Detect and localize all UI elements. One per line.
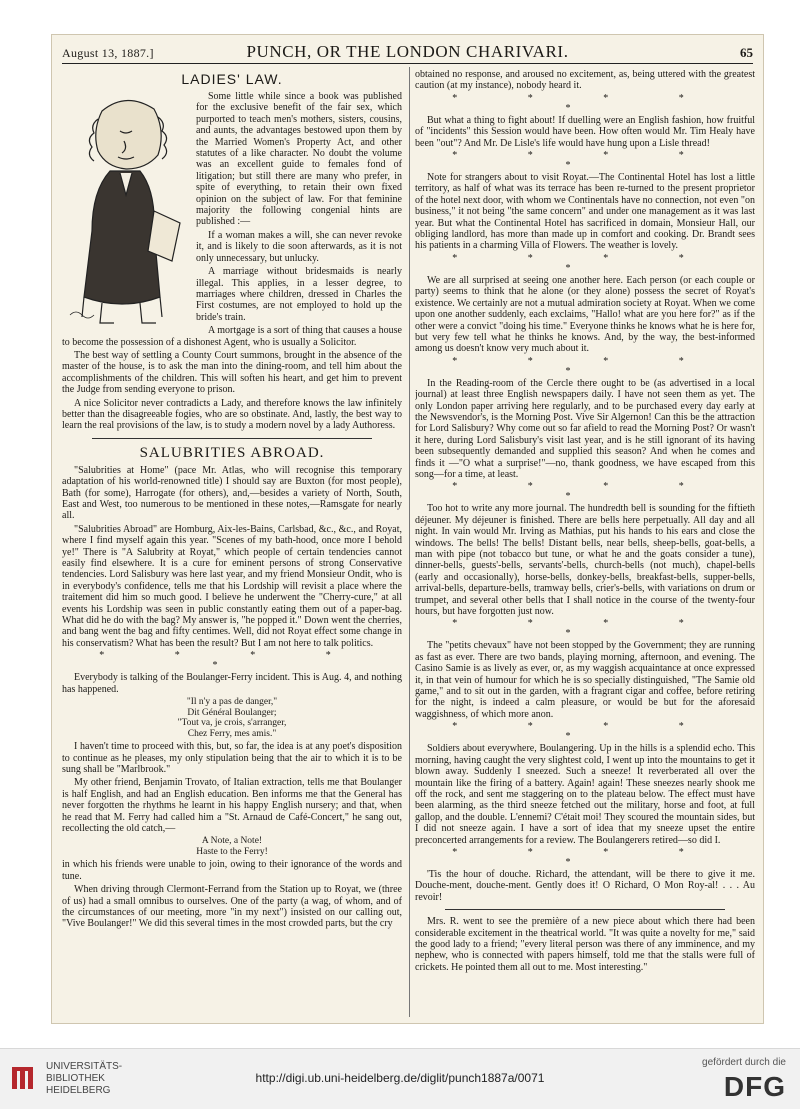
salubrities-paragraph: "Salubrities Abroad" are Homburg, Aix-les-Bains, Carlsbad, &c., &c., and Royat, where I find myself again this year. "Scenes of my bath-hood, once more I behold ye!" There is "A Salubrity at Royat," which people of certain tendencies cannot easily find elsewhere. It is a cure for eminent persons of strong Conservative tendencies. Lord Salisbury was here last year, and my friend Monsieur Ondit, who is in everybody's confidence, tells me that his Lordship will revisit a place where the traitement did him so much good. I believe he underwent the "Cherry-cure," at all events his Lordship was seen in public constantly eating them out of a paper-bag. What did he do with the bag? My answer is, "he popped it." Down went the cherries, and bang went the bag and fifty centimes. Well, did not Royat effect some change in his conservatism? What has been the result? But I am not here to talk politics.	[62, 523, 402, 649]
section-stars: * * * * *	[452, 92, 718, 114]
section-stars: * * * * *	[452, 721, 718, 743]
issue-date: August 13, 1887.]	[62, 46, 154, 60]
ladies-paragraph: A nice Solicitor never contradicts a Lady, and therefore knows the law infinitely better than the disagreeable fogies, who are so obstinate. And, lastly, the best way to learn the real provisions of the law, is to study a modern novel by a lady Authoress.	[62, 397, 402, 432]
ladies-paragraph: A mortgage is a sort of thing that causes a house to become the possession of a dishonest Agent, who is usually a Solicitor.	[62, 325, 402, 348]
verse-line: Dit Général Boulanger;	[187, 707, 277, 718]
masthead-title: PUNCH, OR THE LONDON CHARIVARI.	[246, 42, 569, 61]
section-stars: * * * * *	[452, 150, 718, 172]
catch-after-paragraph: in which his friends were unable to join, owing to their ignorance of the words and tune.	[62, 859, 402, 882]
library-line: BIBLIOTHEK	[46, 1073, 105, 1084]
article-heading-salubrities: SALUBRITIES ABROAD.	[139, 444, 325, 461]
funding-caption: gefördert durch die	[702, 1057, 786, 1068]
quoted-verse	[62, 697, 402, 739]
stipulation-paragraph: I haven't time to proceed with this, but, so far, the idea is at any poet's disposition to continue as he pleases, my only stipulation being that the air to which it is to be sung shall be "Marlbrook."	[62, 741, 402, 775]
viewer-footer	[0, 1048, 800, 1109]
article-divider	[445, 909, 725, 910]
boulanger-paragraph: Everybody is talking of the Boulanger-Ferry incident. This is Aug. 4, and nothing has happened.	[62, 672, 402, 695]
driving-paragraph: When driving through Clermont-Ferrand from the Station up to Royat, we (three of us) had a small omnibus to ourselves. One of the party (a wag, of whom, and of the circumstances of our meeting, more "in my next") insisted on our calling out, "Vive Boulanger!" We did this several times in the most crowded parts, but the cry	[62, 884, 402, 930]
salubrities-paragraph: "Salubrities at Home" (pace Mr. Atlas, who will recognise this temporary adaptation of his world-renowned title) I should say are Buxton (for most people), Bath (for some), Harrogate (for others), and,—besides a variety of North, South, East and West, too numerous to be mentioned in these notes,—Ramsgate for nearly all.	[62, 464, 402, 522]
dfg-logo[interactable]: DFG	[723, 1071, 786, 1102]
quoted-catch	[62, 836, 402, 857]
ladies-paragraph: If a woman makes a will, she can never revoke it, and is likely to die soon afterwards, as it is not only unnecessary, but unlucky.	[196, 229, 402, 264]
catch-line: Haste to the Ferry!	[196, 846, 268, 857]
verse-line: "Tout va, je crois, s'arranger,	[177, 718, 287, 729]
sneeze-paragraph: Soldiers about everywhere, Boulangering. Up in the hills is a splendid echo. This morning, having caught the very slightest cold, I went up into the mountains to get it blown away. Suddenly I sneezed. Such a sneeze! It reverberated all over the mountain like the firing of a battery. Again! again! These sneezes nearly shook me off the rock, and sent me staggering on to the plateau below. The effect must have been alarming, as the third sneeze fetched out the military, horse and foot, at full gallop, and the double. L'ennemi? C'était moi! They scoured the mountain sides, but I did not sneeze again. I have a sort of idea that my sneeze upset the entire preconcerted arrangements for a review. The Boulangerers retired—so did I.	[415, 743, 755, 846]
right-column	[415, 69, 755, 1019]
verse-line: Chez Ferry, mes amis."	[187, 728, 277, 739]
ladies-paragraph: Some little while since a book was published for the exclusive benefit of the fair sex, which purported to teach men's mothers, sisters, cousins, and aunts, the advantages bestowed upon them by the Married Women's Property Act, and other statutes of a like character. No doubt the volume was an excellent guide to females fond of litigation; but still there are many who prefer, in spite of everything, to retain their own fixed opinion on the subject of law. For that feminine majority the following congenial hints are published :—	[196, 91, 402, 228]
section-stars: * * * * *	[452, 481, 718, 503]
running-header	[62, 43, 753, 64]
judge-caricature-illustration	[62, 91, 190, 329]
newspaper-page	[51, 34, 764, 1024]
section-stars: * * * * *	[99, 650, 365, 672]
verse-line: "Il n'y a pas de danger,"	[186, 697, 278, 708]
surprise-paragraph: We are all surprised at seeing one another here. Each person (or each couple or party) seems to think that he alone (or they alone) possess the secret of Royat's existence. We certainly are not a mutual admiration society at Royat. When we come upon one another suddenly, each exclaims, "Hallo! what are you here for?" as if the other were a convict "doing his time." Everyone thinks he knows what he is here for, but very few tell what he thinks he knows. And, by the way, the best-informed among us doesn't know very much about it.	[415, 274, 755, 355]
permalink-url[interactable]: http://digi.ub.uni-heidelberg.de/diglit/punch1887a/0071	[255, 1071, 545, 1085]
library-line: UNIVERSITÄTS-	[46, 1061, 123, 1072]
column-rule	[409, 67, 410, 1017]
ladies-paragraph: The best way of settling a County Court summons, brought in the absence of the master of the house, is to ask the man into the dining-room, and tell him about the accomplishments of the children. This will soften his heart, and get him to prevent the Judge from sending everyone to prison.	[62, 349, 402, 396]
duelling-paragraph: But what a thing to fight about! If duelling were an English fashion, how fruitful of "incidents" this Session would have been. How often would Mr. Tim Healy have been "out"? And Mr. De Lisle's life would have hung upon a Lisle thread!	[415, 114, 755, 149]
section-stars: * * * * *	[452, 846, 718, 868]
catch-line: A Note, a Note!	[201, 836, 263, 847]
library-line: HEIDELBERG	[46, 1085, 111, 1096]
trovato-paragraph: My other friend, Benjamin Trovato, of Italian extraction, tells me that Boulanger is half English, and had an English education. Ben informs me that the General has never forgotten the rhythms he learnt in his happy English nursery; and that, when he read that M. Ferry had called him a "St. Arnaud de Café-Concert," he sang out, recollecting the old catch,—	[62, 777, 402, 834]
continuation-paragraph: obtained no response, and aroused no excitement, as, being uttered with the greatest caution (at my instance), nobody heard it.	[415, 69, 755, 92]
ladies-paragraph: A marriage without bridesmaids is nearly illegal. This applies, in a lesser degree, to marriages where children, dressed in Charles the First costumes, are not employed to hold up the bride's train.	[196, 266, 402, 323]
douche-paragraph: 'Tis the hour of douche. Richard, the attendant, will be there to give it me. Douche-ment, douche-ment. Gently does it! O Richard, O Mon Roy-al! . . . Au revoir!	[415, 868, 755, 903]
section-stars: * * * * *	[452, 618, 718, 640]
bells-paragraph: Too hot to write any more journal. The hundredth bell is sounding for the fiftieth déjeuner. My déjeuner is finished. There are bells here perpetually. All day and all night. In vain would Mr. Irving as Mathias, put his hands to his ears and close the windows. The bells! The bells! Distant bells, near bells, sheep-bells, goat-bells, a man with pipe (not tobacco but tune, or what he and the goats consider a tune), dinner-bells, guests'-bells, servants'-bells, church-bells (not much), chapel-bells (early and occasionally), horse-bells, donkey-bells, breakfast-bells, supper-bells, arrival-bells, departure-bells, tramway bells, crier's-bells, with variations on drum or trumpet, and several other bells that I shall notice in the course of the twenty-four hours, but have forgotten just now.	[415, 503, 755, 618]
page-number: 65	[740, 45, 753, 60]
petits-chevaux-paragraph: The "petits chevaux" have not been stopped by the Government; they are running as fast as ever. There are two bands, playing morning, afternoon, and evening. The Casino Samie is as lively as ever, or, as my waggish acquaintance at once expressed it, in that vein of humour for which he is so specially distinguished, "The Samie old game," and to sit out in the garden, with a fragrant cigar and coffee, before retiring for the night, is indeed a calm pleasure, or would be but for the aforesaid waggishness, of which more anon.	[415, 640, 755, 720]
mrs-r-paragraph: Mrs. R. went to see the première of a new piece about which there had been considerable excitement in the theatrical world. "It was quite a novelty for me," said the good lady to a friend; "every literal person was there of any imminence, and my nephew, who is connected with papers himself, told me that the stalls were full of crickets. He pointed them all out to me. Most interesting."	[415, 916, 755, 973]
left-column	[62, 69, 402, 1019]
section-stars: * * * * *	[452, 252, 718, 274]
reading-room-paragraph: In the Reading-room of the Cercle there ought to be (as advertised in a local journal) at least three English newspapers daily. I have not seen them as yet. The only London paper arriving here regularly, and to be purchased every day early at the Newsvendor's, is the Morning Post. Vive Sir Algernon! Can this be the attraction for Lord Salisbury? Why come out so far afield to read the Morning Post? Or wasn't it here, during Lord Salisbury's visit last year, and is he still ignorant of its having been subsequently demanded and supplied this season? And when he comes and finds it —"O what a surprise!"—no, thank goodness, we have escaped from this song—for a time, at least.	[415, 377, 755, 480]
article-divider	[92, 438, 372, 439]
hotel-paragraph: Note for strangers about to visit Royat.—The Continental Hotel has lost a little territory, as half of what was its terrace has been re-turned to the present proprietor of the hotel next door, with whom we Continentals have no connection, not even "on business," it not being "the same concern" and under one management as it was last year. But what the Continental Hotel has sacrificed in domain, Monsieur Hall, our obliging landlord, has more than made up in comfort and cooking. Dr. Brandt sees his patients in a charming Villa of Flowers. The weather is lovely.	[415, 172, 755, 252]
section-stars: * * * * *	[452, 355, 718, 377]
article-heading-ladies-law: LADIES' LAW.	[181, 71, 283, 87]
